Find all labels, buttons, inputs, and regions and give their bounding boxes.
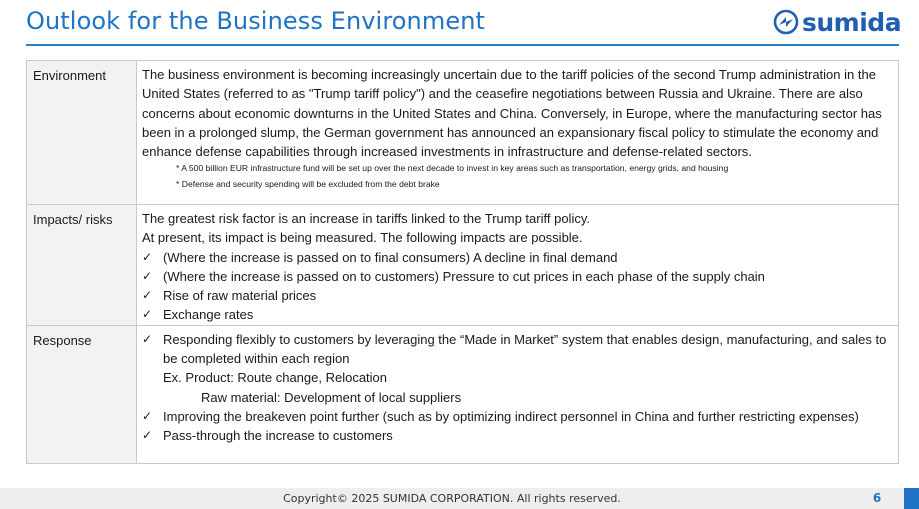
list-item [142, 426, 892, 445]
content-impacts [137, 205, 899, 326]
check-icon: ✓ [142, 249, 153, 264]
label-environment: Environment [27, 61, 137, 205]
list-item [142, 267, 892, 286]
environment-note-1: * A 500 billion EUR infrastructure fund will be set up over the next decade to invest in key areas such as transportation, energy grids, and housing [176, 163, 729, 174]
title-divider [26, 44, 899, 46]
check-icon: ✓ [142, 288, 153, 303]
response-item-text: Responding flexibly to customers by leveraging the “Made in Market” system that enables design, manufacturing, and sales to be completed within each region [163, 331, 887, 367]
page-number: 6 [872, 491, 882, 505]
impacts-intro-1: The greatest risk factor is an increase in tariffs linked to the Trump tariff policy. [142, 211, 590, 226]
table-row-response [27, 325, 899, 463]
check-icon: ✓ [142, 307, 153, 322]
list-item [142, 305, 892, 324]
sumida-logo-icon [773, 9, 799, 35]
response-example-1: Ex. Product: Route change, Relocation [163, 370, 388, 386]
table-row-impacts [27, 205, 899, 326]
impacts-intro-2: At present, its impact is being measured. The following impacts are possible. [142, 230, 583, 246]
response-example-2: Raw material: Development of local suppliers [201, 389, 462, 405]
list-item [142, 286, 892, 305]
check-icon: ✓ [142, 428, 153, 443]
impacts-list [142, 248, 892, 325]
response-list [142, 330, 892, 369]
label-impacts: Impacts/ risks [27, 205, 137, 326]
table-row-environment [27, 61, 899, 205]
copyright-text: Copyright© 2025 SUMIDA CORPORATION. All rights reserved. [283, 492, 621, 505]
check-icon: ✓ [142, 408, 153, 423]
check-icon: ✓ [142, 268, 153, 283]
impact-item-text: (Where the increase is passed on to customers) Pressure to cut prices in each phase of the supply chain [163, 268, 765, 284]
environment-note-2: * Defense and security spending will be excluded from the debt brake [176, 178, 440, 189]
content-environment [137, 61, 899, 205]
logo-text: sumida [802, 7, 902, 37]
response-item-text: Improving the breakeven point further (such as by optimizing indirect personnel in China and further restricting expenses) [163, 408, 859, 424]
footer-accent-block [904, 488, 919, 509]
page-title: Outlook for the Business Environment [26, 7, 486, 35]
label-response: Response [27, 325, 137, 463]
outlook-table [26, 60, 899, 464]
impact-item-text: Rise of raw material prices [163, 288, 317, 304]
list-item [142, 330, 892, 369]
content-response [137, 325, 899, 463]
check-icon: ✓ [142, 331, 153, 346]
list-item [142, 407, 892, 426]
impact-item-text: (Where the increase is passed on to final consumers) A decline in final demand [163, 249, 618, 265]
sumida-logo [773, 7, 901, 37]
response-item-text: Pass-through the increase to customers [163, 428, 393, 444]
environment-text: The business environment is becoming increasingly uncertain due to the tariff policies of the second Trump administration in the United States (referred to as "Trump tariff policy") and the ceasefire negotiations between Russia and Ukraine. There are also concerns about economic downturns in the United States and China. Conversely, in Europe, where the manufacturing sector has been in a prolonged slump, the German government has announced an expansionary fiscal policy to stimulate the economy and enhance defense capabilities through increased investments in infrastructure and defense-related sectors. [142, 67, 882, 160]
impact-item-text: Exchange rates [163, 307, 254, 323]
list-item [142, 248, 892, 267]
response-list-2 [142, 407, 892, 446]
